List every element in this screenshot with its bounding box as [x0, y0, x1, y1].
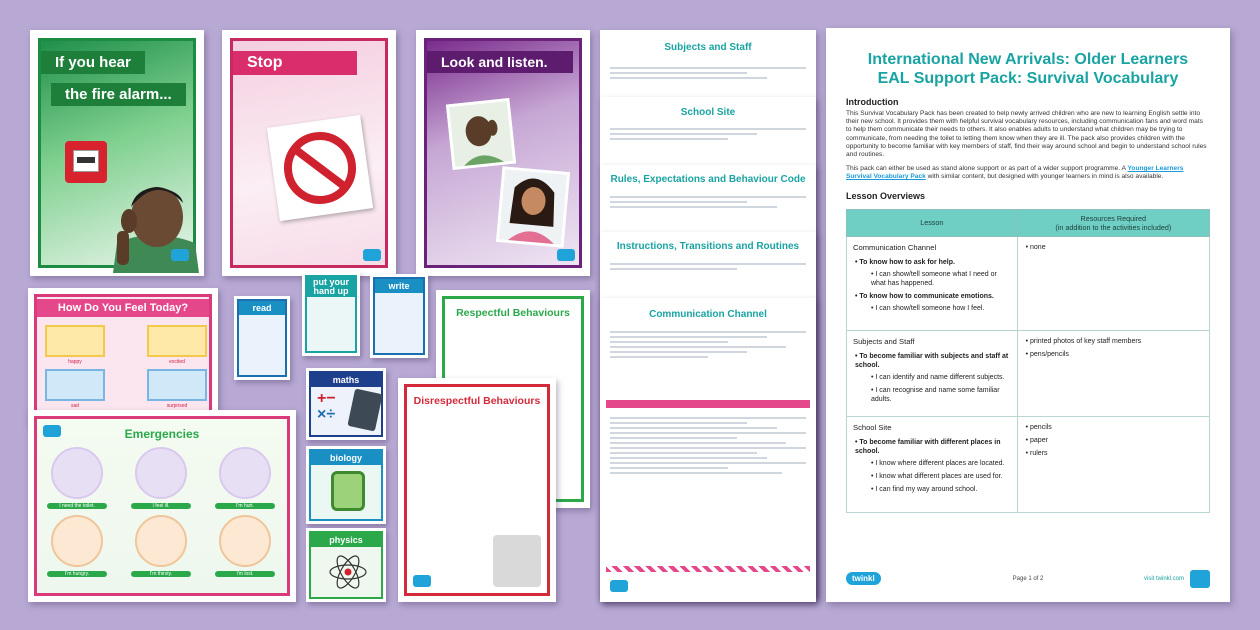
flashcard-read-label: read: [239, 301, 285, 315]
table-row: [847, 330, 1210, 416]
flashcard-maths: [306, 368, 386, 440]
page-number: Page 1 of 2: [1012, 576, 1044, 582]
thirsty-circle: [135, 515, 187, 567]
twinkl-url[interactable]: visit twinkl.com: [1143, 576, 1184, 582]
twinkl-brand-logo: twinkl: [846, 572, 881, 585]
poster-feelings: [28, 288, 218, 424]
lesson-document: [826, 28, 1230, 602]
row-sub: • I can identify and name different subjects.: [871, 373, 1011, 382]
hurt-circle: [219, 447, 271, 499]
sheet-title-communication: Communication Channel: [649, 309, 767, 320]
feeling-happy-label: happy: [68, 359, 82, 365]
row-resource: • none: [1026, 243, 1203, 252]
row-resource: • paper: [1026, 436, 1203, 445]
sheet-title-rules: Rules, Expectations and Behaviour Code: [610, 174, 806, 185]
overview-heading: Lesson Overviews: [846, 190, 926, 201]
feeling-excited-tile: [147, 325, 207, 357]
row-sub: • I can find my way around school.: [871, 485, 1011, 494]
header-resources-line2: (in addition to the activities included): [1055, 222, 1172, 232]
intro-p2-before: This pack can either be used as stand alone support or as part of a wider support programme. A: [846, 165, 1126, 173]
toilet-circle: [51, 447, 103, 499]
prohibited-icon: [267, 115, 373, 221]
emergencies-title: Emergencies: [124, 427, 200, 441]
feeling-excited-label: excited: [169, 359, 185, 365]
row-title: Communication Channel: [853, 242, 937, 252]
table-header-row: [847, 209, 1210, 236]
label-lost: I'm lost.: [215, 571, 275, 577]
poster-fire-alarm: [30, 30, 204, 276]
feeling-sad-tile: [45, 369, 105, 401]
flashcard-biology: [306, 446, 386, 524]
header-resources-line1: Resources Required: [1080, 213, 1147, 223]
disrespectful-title: Disrespectful Behaviours: [413, 395, 541, 407]
feeling-sad-label: sad: [70, 403, 80, 409]
row-aim: • To become familiar with different places in school.: [855, 438, 1011, 456]
math-symbols-icon: +− ×÷: [317, 390, 336, 423]
row-sub: • I know what different places are used for.: [871, 472, 1011, 481]
label-ill: I feel ill.: [131, 503, 191, 509]
flashcard-hand-label: put your hand up: [307, 277, 355, 297]
poster-disrespectful: [398, 378, 556, 602]
row-aim: • To know how to communicate emotions.: [855, 292, 1011, 301]
flashcard-biology-label: biology: [311, 451, 381, 465]
atom-icon: [327, 551, 369, 593]
label-thirsty: I'm thirsty.: [131, 571, 191, 577]
person-listening-photo: [446, 98, 517, 170]
label-hurt: I'm hurt.: [215, 503, 275, 509]
cell-icon: [331, 471, 365, 511]
doc-footer: [846, 570, 1210, 592]
flashcard-physics: [306, 528, 386, 602]
ill-circle: [135, 447, 187, 499]
feeling-surprised-label: surprised: [166, 403, 188, 409]
row-title: Subjects and Staff: [853, 336, 915, 346]
flashcard-maths-label: maths: [311, 373, 381, 387]
row-sub: • I can recognise and name some familiar adults.: [871, 386, 1011, 404]
doc-title-line1: International New Arrivals: Older Learners: [867, 51, 1189, 68]
row-sub: • I can show/tell someone how I feel.: [871, 304, 1011, 313]
sheet-title-instructions: Instructions, Transitions and Routines: [616, 241, 800, 252]
fire-alarm-icon: [65, 141, 107, 183]
calculator-icon: [347, 389, 382, 432]
doc-title: [846, 50, 1210, 88]
row-sub: • I can show/tell someone what I need or what has happened.: [871, 270, 1011, 288]
label-hungry: I'm hungry.: [47, 571, 107, 577]
poster-emergencies: [28, 410, 296, 602]
stop-sign-panel: [267, 115, 373, 221]
hungry-circle: [51, 515, 103, 567]
lost-circle: [219, 515, 271, 567]
row-aim: • To become familiar with subjects and staff at school.: [855, 352, 1011, 370]
header-lesson: Lesson: [847, 209, 1018, 236]
stop-title: Stop: [233, 51, 357, 75]
fire-banner-line1: If you hear: [41, 51, 145, 74]
row-resource: • pencils: [1026, 423, 1203, 432]
sheet-title-subjects: Subjects and Staff: [664, 42, 752, 53]
younger-learners-link[interactable]: Younger Learners Survival Vocabulary Pack: [846, 165, 1184, 181]
flashcard-write-label: write: [375, 279, 423, 293]
sheet-communication: [600, 298, 816, 602]
table-row: [847, 416, 1210, 512]
row-aim: • To know how to ask for help.: [855, 258, 1011, 267]
flashcard-read: [234, 296, 290, 380]
intro-heading: Introduction: [846, 97, 899, 107]
respectful-title: Respectful Behaviours: [456, 307, 570, 319]
header-resources: [1017, 209, 1209, 236]
intro-paragraph: This Survival Vocabulary Pack has been created to help newly arrived children who are new to learning English settle into their new school. It provides them with helpful survival vocabulary resources, including communication fans and word mats to help them communicate their needs to others. It also enables adults to understand what children may be trying to communicate, from needing the toilet to letting them know when they are ill. The pack also provides children with the opportunity to become familiar with key members of staff, find their way around school and begin to understand school rules and routines.: [846, 110, 1207, 159]
feeling-happy-tile: [45, 325, 105, 357]
label-toilet: I need the toilet.: [47, 503, 107, 509]
sheet-title-school-site: School Site: [680, 107, 736, 118]
flashcard-physics-label: physics: [311, 533, 381, 547]
row-resource: • rulers: [1026, 449, 1203, 458]
row-title: School Site: [853, 422, 892, 432]
thumbs-down-icon: [493, 535, 541, 587]
listen-title: Look and listen.: [427, 51, 573, 73]
row-resource: • printed photos of key staff members: [1026, 337, 1203, 346]
table-row: [847, 236, 1210, 330]
feelings-title: How Do You Feel Today?: [37, 299, 209, 317]
row-resource: • pens/pencils: [1026, 350, 1203, 359]
row-sub: • I know where different places are located.: [871, 459, 1011, 468]
lesson-table: [846, 209, 1210, 513]
flashcard-hand-up: [302, 272, 360, 356]
quality-badge-icon: [1190, 570, 1210, 588]
feeling-surprised-tile: [147, 369, 207, 401]
flashcard-write: [370, 274, 428, 358]
girl-listening-photo: [496, 166, 570, 248]
fire-banner-line2: the fire alarm...: [51, 83, 186, 106]
doc-title-line2: EAL Support Pack: Survival Vocabulary: [877, 70, 1179, 87]
intro-paragraph-2: [846, 165, 1210, 181]
poster-look-listen: [416, 30, 590, 276]
poster-stop: [222, 30, 396, 276]
intro-p2-after: with similar content, but designed with younger learners in mind is also available.: [927, 173, 1164, 181]
